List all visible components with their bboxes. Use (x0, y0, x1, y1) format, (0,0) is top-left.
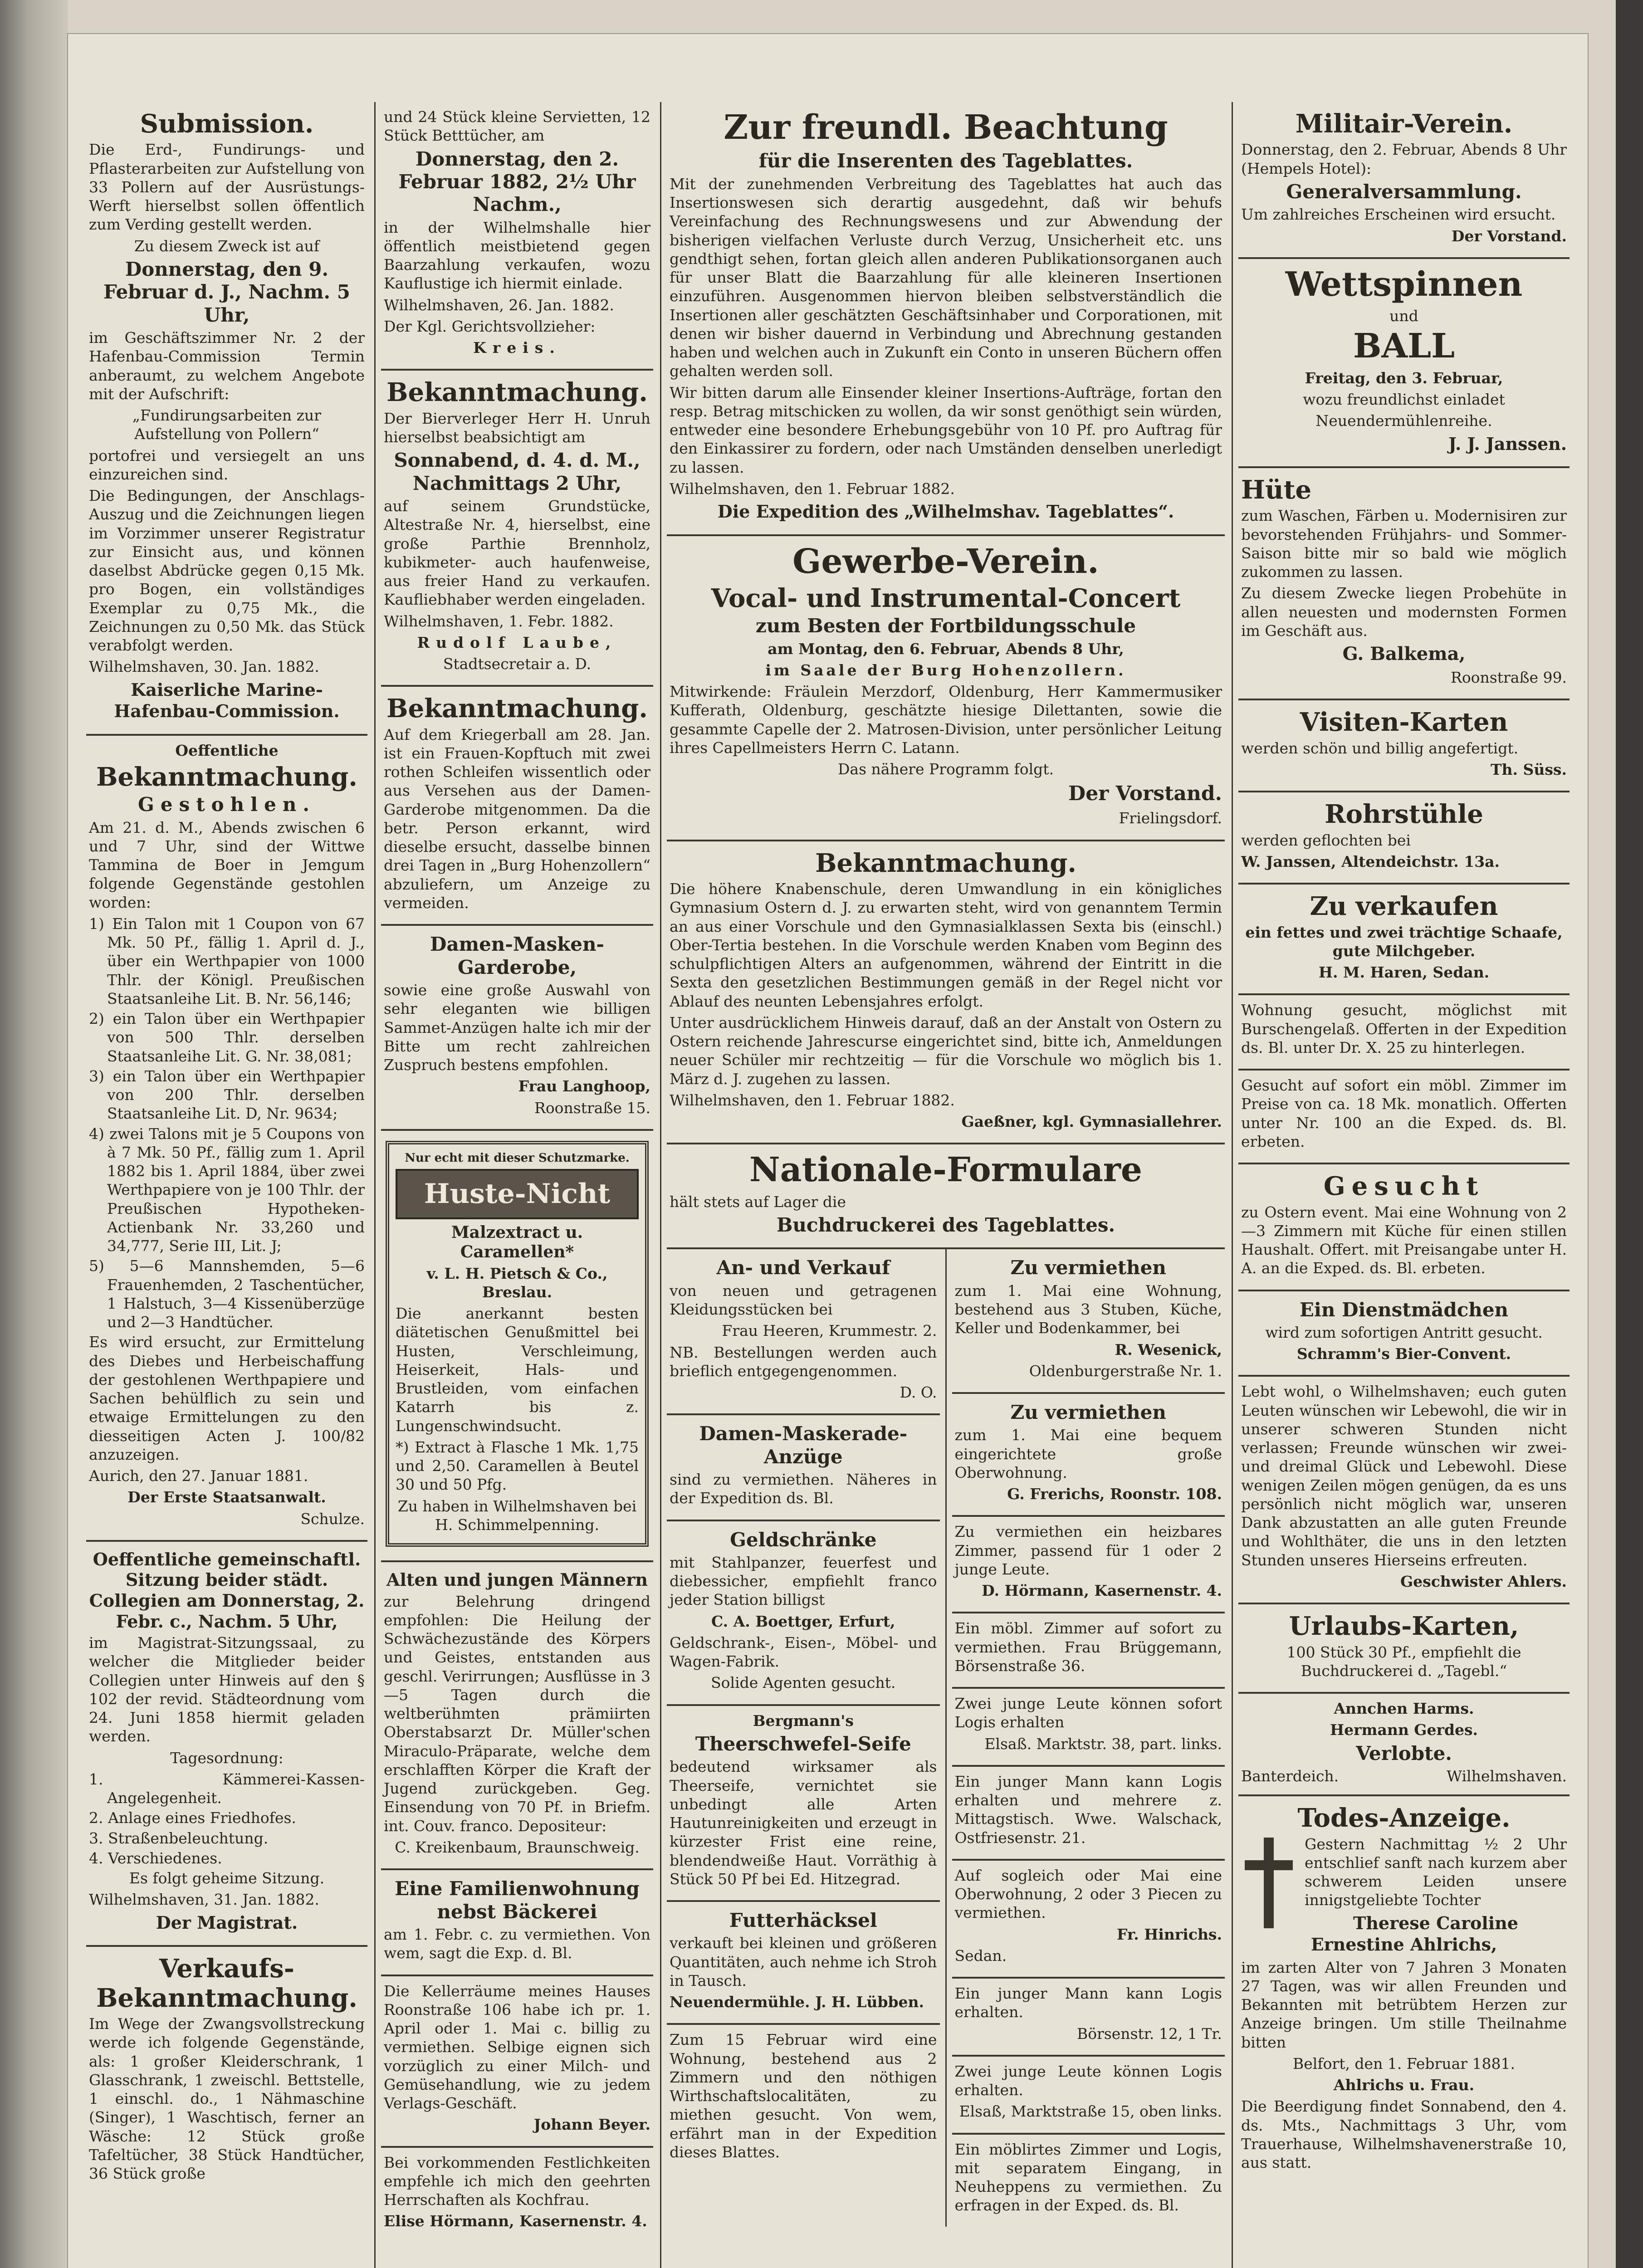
ad-verkauf: Verkaufs-Bekanntmachung. Im Wege der Zwangsvollstreckung werde ich folgende Gegenstände, als: 1 großer Kleiderschrank, 1 Glasschrank, 1 zweischl. Bettstelle, 1 einschl. do., 1 Nähmaschine (Singer), 1 Waschtisch, ferner an Wäsche: 12 Stück große Tafeltücher, 38 Stück Handtücher, 36 Stück große (89, 1954, 365, 2182)
ad-geldschraenke: Geldschränke mit Stahlpanzer, feuerfest und diebessicher, empfiehlt franco jeder Station billigst C. A. Boettger, Erfurt, Geldschrank-, Eisen-, Möbel- und Wagen-Fabrik. Solide Agenten gesucht. (667, 1521, 940, 1706)
ad-zu-verkaufen: Zu verkaufen ein fettes und zwei trächtige Schaafe, gute Milchgeber. H. M. Haren, Sedan. (1238, 885, 1570, 995)
small-ads-right (952, 1249, 1225, 2226)
ad-title: Bekanntmachung. (815, 848, 1076, 878)
list-item: 1. Kämmerei-Kassen-Angelegenheit. (89, 1770, 365, 1807)
ad-kochfrau: Bei vorkommenden Festlichkeiten empfehle ich mich den geehrten Herrschaften als Kochfrau. Elise Hörmann, Kasernenstr. 4. (384, 2153, 650, 2230)
column-2 (381, 102, 653, 2243)
ad-versteigerung: und 24 Stück kleine Servietten, 12 Stück Betttücher, am Donnerstag, den 2. Februar 1882, 2½ Uhr Nachm., in der Wilhelmshalle hier öffentlich meistbietend gegen Baarzahlung verkaufen, wozu Kauflustige ich hiermit einlade. Wilhelmshaven, 26. Jan. 1882. Der Kgl. Gerichtsvollzieher: Kreis. (381, 102, 653, 371)
ad-rohrstuehle: Rohrstühle werden geflochten bei W. Janssen, Altendeichstr. 13a. (1238, 792, 1570, 885)
ad-title: Nationale-Formulare (749, 1150, 1142, 1190)
column-4 (1238, 102, 1570, 2184)
ad-logis-2: Ein junger Mann kann Logis erhalten und mehrere z. Mittagstisch. Wwe. Walschack, Ostfriesenstr. 21. (952, 1767, 1225, 1861)
ad-concert: Gewerbe-Verein. Vocal- und Instrumental-Concert zum Besten der Fortbildungsschule am Montag, den 6. Februar, Abends 8 Uhr, im Saale der Burg Hohenzollern. Mitwirkende: Fräulein Merzdorf, Oldenburg, Herr Kammermusiker Kufferath, Oldenburg, geschätzte hiesige Dilettanten, sowie die gesammte Capelle der 2. Matrosen-Division, unter persönlicher Leitung ihres Capellmeisters Herrn C. Latann. Das nähere Programm folgt. Der Vorstand. Frielingsdorf. (667, 536, 1225, 841)
trademark-box: Nur echt mit dieser Schutzmarke. Huste-Nicht Malzextract u. Caramellen* v. L. H. Pietsch & Co., Breslau. Die anerkannt besten diätetischen Genußmittel bei Husten, Verschleimung, Heiserkeit, Hals- und Brustleiden, vom einfachen Katarrh bis z. Lungenschwindsucht. *) Extract à Flasche 1 Mk. 1,75 und 2,50. Caramellen à Beutel 30 und 50 Pfg. Zu haben in Wilhelmshaven bei H. Schimmelpenning. (386, 1141, 649, 1547)
ad-masken: Damen-Masken-Garderobe, sowie eine große Auswahl von sehr eleganten wie billigen Sammet-Anzügen halte ich mir der Bitte um recht zahlreichen Zuspruch bestens empfohlen. Frau Langhoop, Roonstraße 15. (381, 926, 653, 1131)
ad-title: Damen-Masken-Garderobe, (430, 933, 604, 978)
ad-title: Hüte (1241, 475, 1312, 505)
ad-seife: Bergmann's Theerschwefel-Seife bedeutend wirksamer als Theerseife, vernichtet sie unbedingt alle Arten Hautunreinigkeiten und erzeugt in kürzester Frist eine reine, blendendweiße Haut. Vorräthig à Stück 50 Pf bei Ed. Hitzegrad. (667, 1706, 940, 1902)
ad-schule: Bekanntmachung. Die höhere Knabenschule, deren Umwandlung in ein königliches Gymnasium Ostern d. J. zu erwarten steht, wird von genanntem Termin an aus einer Vorschule und den Gymnasialklassen Sexta bis (einschl.) Ober-Tertia bestehen. In die Vorschule werden Knaben vom Beginn des schulpflichtigen Alters an aufgenommen, während der Eintritt in die Sexta den gesetzlichen Bestimmungen gemäß in der Regel nicht vor Ablauf des neunten Lebensjahres erfolgt. Unter ausdrücklichem Hinweis darauf, daß an der Anstalt von Ostern zu Ostern reichende Jahrescurse eingerichtet sind, bitte ich, Anmeldungen neuer Schüler mir rechtzeitig — für die Vorschule wo möglich bis 1. März d. J. zugehen zu lassen. Wilhelmshaven, den 1. Februar 1882. Gaeßner, kgl. Gymnasiallehrer. (667, 841, 1225, 1145)
ad-title: Zu verkaufen (1310, 891, 1498, 922)
ad-visiten: Visiten-Karten werden schön und billig angefertigt. Th. Süss. (1238, 700, 1570, 792)
ad-title: Bekanntmachung. (96, 762, 357, 792)
ad-verlobte: Annchen Harms. Hermann Gerdes. Verlobte. Banterdeich. Wilhelmshaven. (1238, 1694, 1570, 1796)
agenda-list (89, 1770, 365, 1867)
ad-moebl-zimmer: Ein möblirtes Zimmer und Logis, mit separatem Eingang, in Neuheppens zu vermiethen. Zu erfragen in der Exped. ds. Bl. (954, 2140, 1222, 2214)
ad-title: Visiten-Karten (1300, 707, 1508, 738)
ad-keller: Die Kellerräume meines Hauses Roonstraße 106 habe ich pr. 1. April oder 1. Mai c. billig zu vermiethen. Selbige eignen sich vorzüglich zu einer Milch- und Gemüsehandlung, wie zu jedem Verlags-Geschäft. Johann Beyer. (381, 1976, 653, 2148)
scan-binding-edge (0, 0, 68, 2268)
column-3 (667, 102, 1225, 2227)
small-ads-split (667, 1249, 1225, 2226)
ad-todesanzeige: Todes-Anzeige. Gestern Nachmittag ½ 2 Uhr entschlief sanft nach kurzem aber schwerem Leiden unsere innigstgeliebte Tochter Therese Caroline Ernestine Ahlrichs, im zarten Alter von 7 Jahren 3 Monaten 27 Tagen, was wir allen Freunden und Bekannten mit betrübtem Herzen zur Anzeige bringen. Um stille Theilnahme bitten Belfort, den 1. Februar 1881. Ahlrichs u. Frau. Die Beerdigung findet Sonnabend, den 4. ds. Mts., Nachmittags 3 Uhr, vom Trauerhause, Wilhelmshavenerstraße 10, aus statt. (1241, 1803, 1567, 2172)
ad-fund: Bekanntmachung. Auf dem Kriegerball am 28. Jan. ist ein Frauen-Kopftuch mit zwei rothen Schleifen wissentlich oder aus Versehen aus der Damen-Garderobe mitgenommen. Da die betr. Person erkannt, wird dieselbe ersucht, dasselbe binnen drei Tagen in „Burg Hohenzollern“ abzuliefern, um Anzeige zu vermeiden. (381, 687, 653, 926)
ad-maenner: Alten und jungen Männern zur Belehrung dringend empfohlen: Die Heilung der Schwächezustände des Körpers und Geistes, entstanden aus geschl. Verirrungen; Ausflüsse in 3—5 Tagen durch die weltberühmten prämiirten Oberstabsarzt Dr. Müller'schen Miraculo-Präparate, welche dem erschlafften Körper die Kraft der Jugend zurückgeben. Geg. Einsendung von 70 Pf. in Briefm. int. Couv. franco. Depositeur: C. Kreikenbaum, Braunschweig. (381, 1562, 653, 1870)
ad-gestohlen: Oeffentliche Bekanntmachung. Gestohlen. Am 21. d. M., Abends zwischen 6 und 7 Uhr, sind der Wittwe Tammina de Boer in Jemgum folgende Gegenstände gestohlen worden: 1) Ein Talon mit 1 Coupon von 67 Mk. 50 Pf., fällig 1. April d. J., über ein Werthpapier von 1000 Thlr. der Königl. Preußischen Staatsanleihe Lit. B. Nr. 56,146; 2) ein Talon über ein Werthpapier von 500 Thlr. derselben Staatsanleihe Lit. G. Nr. 38,081; 3) ein Talon über ein Werthpapier von 200 Thlr. derselben Staatsanleihe Lit. D, Nr. 9634; 4) zwei Talons mit je 5 Coupons von à 7 Mk. 50 Pf., fällig zum 1. April 1882 bis 1. April 1884, über zwei Werthpapiere von je 100 Thlr. der Preußischen Hypotheken-Actienbank Nr. 33,260 und 34,777, Serie III, Lit. J; 5) 5—6 Mannshemden, 5—6 Frauenhemden, 2 Taschentücher, 1 Halstuch, 3—4 Kissenüberzüge und 2—3 Handtücher. Es wird ersucht, zur Ermittelung des Diebes und Herbeischaffung der gestohlenen Werthpapiere und Sachen behülflich zu sein und etwaige Ermittelungen zu den diesseitigen Acten J. 100/82 anzuzeigen. Aurich, den 27. Januar 1881. Der Erste Staatsanwalt. Schulze. (86, 736, 367, 1542)
ad-title: Zur freundl. Beachtung (724, 108, 1168, 147)
list-item: 2. Anlage eines Friedhofes. (89, 1809, 296, 1827)
ad-logis-3: Ein junger Mann kann Logis erhalten. Börsenstr. 12, 1 Tr. (952, 1979, 1225, 2057)
ad-huete: Hüte zum Waschen, Färben u. Modernisiren zur bevorstehenden Frühjahrs- und Sommer-Saison bitte mir so bald wie möglich zukommen zu lassen. Zu diesem Zwecke liegen Probehüte in allen neuesten und modernsten Formen im Geschäft aus. G. Balkema, Roonstraße 99. (1238, 468, 1570, 700)
ad-wettspinnen: Wettspinnen und BALL Freitag, den 3. Februar, wozu freundlichst einladet Neuendermühlenreihe. J. J. Janssen. (1238, 259, 1570, 468)
ad-gesucht-zimmer: Gesucht auf sofort ein möbl. Zimmer im Preise von ca. 18 Mk. monatlich. Offerten unter Nr. 100 an die Exped. ds. Bl. erbeten. (1238, 1070, 1570, 1164)
ad-wohnung-gesucht-2: Wohnung gesucht, möglichst mit Burschengelaß. Offerten in der Expedition ds. Bl. unter Dr. X. 25 zu hinterlegen. (1238, 995, 1570, 1070)
column-rule (660, 102, 661, 2268)
ad-title: Verkaufs-Bekanntmachung. (96, 1954, 357, 2013)
ad-title: Submission. (140, 109, 314, 139)
ad-formulare: Nationale-Formulare hält stets auf Lager die Buchdruckerei des Tageblattes. (667, 1144, 1225, 1249)
list-item: 5) 5—6 Mannshemden, 5—6 Frauenhemden, 2 Taschentücher, 1 Halstuch, 3—4 Kissenüberzüge und 2—3 Handtücher. (89, 1257, 365, 1331)
column-rule (1232, 102, 1233, 2268)
stolen-items-list (89, 914, 365, 1332)
small-ads-left (667, 1249, 940, 2226)
ad-title: Gesucht (1323, 1171, 1485, 1202)
list-item: 2) ein Talon über ein Werthpapier von 500 Thlr. derselben Staatsanleihe Lit. G. Nr. 38,081; (89, 1010, 365, 1065)
ad-dienstmaedchen: Ein Dienstmädchen wird zum sofortigen Antritt gesucht. Schramm's Bier-Convent. (1238, 1291, 1570, 1377)
ad-title: Rohrstühle (1325, 799, 1483, 830)
ad-urlaubskarten: Urlaubs-Karten, 100 Stück 30 Pf., empfiehlt die Buchdruckerei d. „Tagebl.“ (1238, 1604, 1570, 1694)
ad-title: Bekanntmachung. (386, 377, 648, 408)
ad-sitzung: Oeffentliche gemeinschaftl. Sitzung beider städt. Collegien am Donnerstag, 2. Febr. c., Nachm. 5 Uhr, im Magistrat-Sitzungssaal, zu welcher die Mitglieder beider Collegien unter Hinweis auf den § 102 der revid. Städteordnung vom 24. Juni 1858 hiermit geladen werden. Tagesordnung: 1. Kämmerei-Kassen-Angelegenheit. 2. Anlage eines Friedhofes. 3. Straßenbeleuchtung. 4. Verschiedenes. Es folgt geheime Sitzung. Wilhelmshaven, 31. Jan. 1882. Der Magistrat. (86, 1542, 367, 1947)
ad-title: Militair-Verein. (1295, 109, 1513, 139)
ad-gesucht-wohnung: Gesucht zu Ostern event. Mai eine Wohnung von 2—3 Zimmern mit Küche für einen stillen Haushalt. Offert. mit Preisangabe unter H. A. an die Exped. ds. Bl. erbeten. (1238, 1164, 1570, 1291)
column-rule (374, 102, 376, 2268)
ad-logis-1: Zwei junge Leute können sofort Logis erhalten Elsaß. Marktstr. 38, part. links. (952, 1689, 1225, 1767)
column-rule (945, 1249, 947, 2226)
ad-vermiethen-1: Zu vermiethen zum 1. Mai eine Wohnung, bestehend aus 3 Stuben, Küche, Keller und Bodenkammer, bei R. Wesenick, Oldenburgerstraße Nr. 1. (952, 1249, 1225, 1394)
list-item: 3) ein Talon über ein Werthpapier von 200 Thlr. derselben Staatsanleihe Lit. D, Nr. 9634; (89, 1067, 365, 1123)
ad-huste-nicht (381, 1131, 653, 1562)
newspaper-page (68, 34, 1588, 2268)
list-item: 4) zwei Talons mit je 5 Coupons von à 7 Mk. 50 Pf., fällig zum 1. April 1882 bis 1. April 1884, über zwei Werthpapiere von je 100 Thlr. der Preußischen Hypotheken-Actienbank Nr. 33,260 und 34,777, Serie III, Lit. J; (89, 1124, 365, 1255)
ad-title: Urlaubs-Karten, (1289, 1611, 1519, 1642)
ad-submission: Submission. Die Erd-, Fundirungs- und Pflasterarbeiten zur Aufstellung von 33 Pollern auf der Ausrüstungs-Werft hierselbst sollen öffentlich zum Verding gestellt werden. Zu diesem Zweck ist auf Donnerstag, den 9. Februar d. J., Nachm. 5 Uhr, im Geschäftszimmer Nr. 2 der Hafenbau-Commission Termin anberaumt, zu welchem Angebote mit der Aufschrift: „Fundirungsarbeiten zur Aufstellung von Pollern“ portofrei und versiegelt an uns einzureichen sind. Die Bedingungen, der Anschlags-Auszug und die Zeichnungen liegen im Vorzimmer unserer Registratur zur Einsicht aus, und können daselbst Abdrücke gegen 0,15 Mk. pro Bogen, ein vollständiges Exemplar zu 0,75 Mk., die Zeichnungen zu 0,50 Mk. das Stück verabfolgt werden. Wilhelmshaven, 30. Jan. 1882. Kaiserliche Marine-Hafenbau-Commission. (86, 102, 367, 736)
ad-wohnung-gesucht: Zum 15 Februar wird eine Wohnung, bestehend aus 2 Zimmern und den nöthigen Wirthschaftslocalitäten, zu miethen gesucht. Von wem, erfährt man in der Expedition dieses Blattes. (670, 2031, 937, 2161)
ad-maskerade: Damen-Maskerade-Anzüge sind zu vermiethen. Näheres in der Expedition ds. Bl. (667, 1415, 940, 1521)
ad-holz: Bekanntmachung. Der Bierverleger Herr H. Unruh hierselbst beabsichtigt am Sonnabend, d. 4. d. M., Nachmittags 2 Uhr, auf seinem Grundstücke, Altestraße Nr. 4, hierselbst, eine große Parthie Brennholz, kubikmeter- auch haufenweise, aus freier Hand zu verkaufen. Kaufliebhaber werden eingeladen. Wilhelmshaven, 1. Febr. 1882. Rudolf Laube, Stadtsecretair a. D. (381, 371, 653, 687)
ad-baeckerei: Eine Familienwohnung nebst Bäckerei am 1. Febr. c. zu vermiethen. Von wem, sagt die Exp. d. Bl. (381, 1870, 653, 1976)
ad-vermiethen-2: Zu vermiethen zum 1. Mai eine bequem eingerichtete große Oberwohnung. G. Frerichs, Roonstr. 108. (952, 1394, 1225, 1517)
ad-oberwohnung: Auf sogleich oder Mai eine Oberwohnung, 2 oder 3 Piecen zu vermiethen. Fr. Hinrichs. Sedan. (952, 1861, 1225, 1979)
ad-abschied: Lebt wohl, o Wilhelmshaven; euch guten Leuten wünschen wir Lebewohl, die wir in unserer schweren Stunden nicht verlassen; Freunde wünschen wir zwei- und dreimal Glück und Lebewohl. Diese wenigen Zeilen mögen genügen, da es uns persönlich nicht möglich war, unseren Dank abzustatten an alle guten Freunde und Wohlthäter, die uns in den letzten Stunden unseres Hierseins erfreuten. Geschwister Ahlers. (1238, 1377, 1570, 1604)
ad-beachtung: Zur freundl. Beachtung für die Inserenten des Tageblattes. Mit der zunehmenden Verbreitung des Tageblattes hat auch das Insertionswesen sich derartig ausgedehnt, daß wir behufs Vereinfachung des Rechnungswesens und zur Abwendung der bisherigen vielfachen Verluste durch Verzug, Unsicherheit etc. uns gendthigt sehen, fortan gleich allen anderen Publikationsorganen auch für unser Blatt die Baarzahlung für alle kleineren Insertionen einzuführen. Ausgenommen hiervon bleiben selbstverständlich die Insertionen aller geschätzten Geschäftsinhaber und Corporationen, mit denen wir bisher dauernd in Verbindung und Abrechnung gestanden haben und welchen auch in Zukunft ein Conto in unseren Büchern offen gehalten werden soll. Wir bitten darum alle Einsender kleiner Insertions-Aufträge, fortan den resp. Betrag mitschicken zu wollen, da wir sonst genöthigt sein würden, entweder eine besondere Erhebungsgebühr von 10 Pf. pro Auftrag für den Einkassirer zu fordern, oder nach Umständen denselben unerledigt zu lassen. Wilhelmshaven, den 1. Februar 1882. Die Expedition des „Wilhelmshav. Tageblattes“. (667, 102, 1225, 536)
verlobte-places: Banterdeich. Wilhelmshaven. (1241, 1767, 1567, 1785)
huste-nicht-logo: Huste-Nicht (396, 1169, 639, 1219)
ad-title: Todes-Anzeige. (1297, 1803, 1511, 1833)
ad-ankauf: An- und Verkauf von neuen und getragenen Kleidungsstücken bei Frau Heeren, Krummestr. 2. NB. Bestellungen werden auch brieflich entgegengenommen. D. O. (667, 1249, 940, 1415)
list-item: 3. Straßenbeleuchtung. (89, 1829, 269, 1847)
list-item: 4. Verschiedenes. (89, 1849, 222, 1867)
ad-zimmer-2: Ein möbl. Zimmer auf sofort zu vermiethen. Frau Brüggemann, Börsenstraße 36. (952, 1613, 1225, 1689)
ad-zimmer-1: Zu vermiethen ein heizbares Zimmer, passend für 1 oder 2 junge Leute. D. Hörmann, Kasernenstr. 4. (952, 1517, 1225, 1613)
ad-militair: Militair-Verein. Donnerstag, den 2. Februar, Abends 8 Uhr (Hempels Hotel): Generalversammlung. Um zahlreiches Erscheinen wird ersucht. Der Vorstand. (1238, 102, 1570, 259)
scan-right-border (1616, 0, 1643, 2268)
ad-title: Gewerbe-Verein. (792, 542, 1099, 581)
ad-haecksel: Futterhäcksel verkauft bei kleinen und größeren Quantitäten, auch nehme ich Stroh in Tausch. Neuendermühle. J. H. Lübben. (667, 1902, 940, 2025)
column-1 (86, 102, 367, 2195)
ad-title: Bekanntmachung. (386, 694, 648, 724)
cross-icon (1241, 1838, 1296, 1928)
ad-title: Wettspinnen (1285, 264, 1523, 304)
list-item: 1) Ein Talon mit 1 Coupon von 67 Mk. 50 Pf., fällig 1. April d. J., über ein Werthpapier von 1000 Thlr. der Königl. Preußischen Staatsanleihe Lit. B. Nr. 56,146; (89, 914, 365, 1007)
ad-logis-4: Zwei junge Leute können Logis erhalten. Elsaß, Marktstraße 15, oben links. (952, 2057, 1225, 2135)
